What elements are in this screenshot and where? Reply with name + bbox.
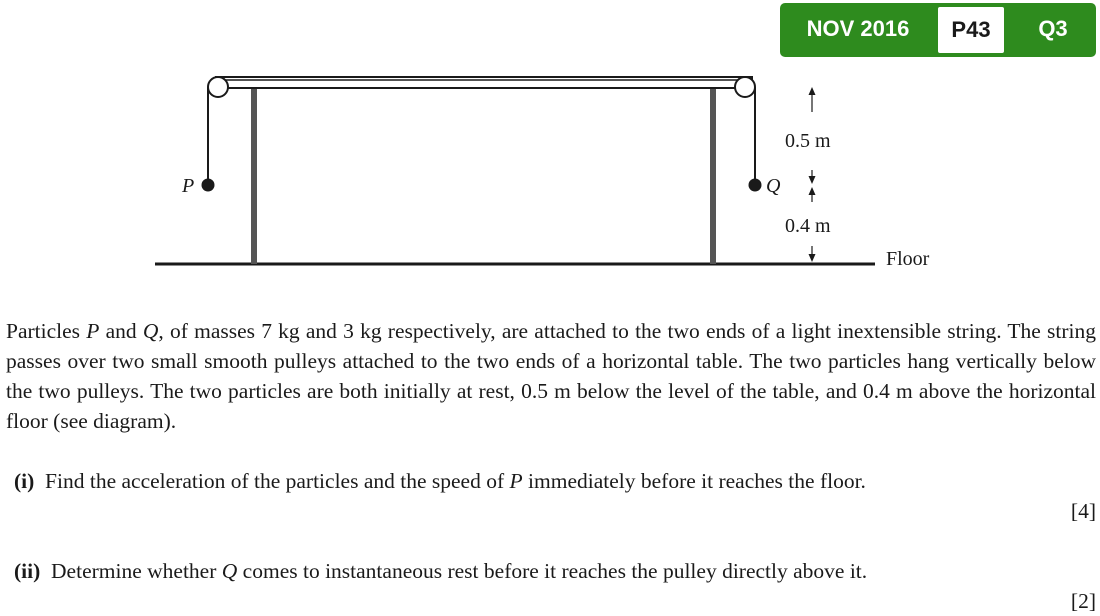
part-label: (i) <box>14 469 35 493</box>
particle-q-label: Q <box>766 175 781 197</box>
question-part-ii: (ii) Determine whether Q comes to instantaneous rest before it reaches the pulley directly above it. [2] <box>14 556 1096 586</box>
table-top <box>216 77 752 88</box>
dimension-label-lower: 0.4 m <box>785 215 831 237</box>
question-part-i: (i) Find the acceleration of the particles and the speed of P immediately before it reaches the floor. [4] <box>14 466 1096 496</box>
pulley-table-diagram <box>0 60 1100 310</box>
variable-p: P <box>86 319 100 343</box>
question-number-label: Q3 <box>1038 16 1068 41</box>
question-intro: Particles P and Q, of masses 7 kg and 3 kg respectively, are attached to the two ends of a light inextensible string. The string passes over two small smooth pulleys attached to the two ends of a horizontal table. The two particles hang vertically below the two pulleys. The two particles are both initially at rest, 0.5 m below the level of the table, and 0.4 m above the horizontal floor (see diagram). <box>6 319 1096 433</box>
variable-q: Q <box>142 319 159 343</box>
dimension-label-upper: 0.5 m <box>785 130 831 152</box>
part-label: (ii) <box>14 559 41 583</box>
variable-q: Q <box>221 559 238 583</box>
question-reference-badge <box>780 3 1096 57</box>
floor-label: Floor <box>886 248 930 270</box>
variable-p: P <box>509 469 523 493</box>
paper-label: P43 <box>938 7 1004 53</box>
particle-p <box>202 179 215 192</box>
marks-label: [4] <box>1070 499 1096 523</box>
particle-q <box>749 179 762 192</box>
session-label: NOV 2016 <box>806 16 910 41</box>
marks-label: [2] <box>1070 589 1096 613</box>
pulley-left <box>208 77 228 97</box>
pulley-right <box>735 77 755 97</box>
particle-p-label: P <box>182 175 195 197</box>
